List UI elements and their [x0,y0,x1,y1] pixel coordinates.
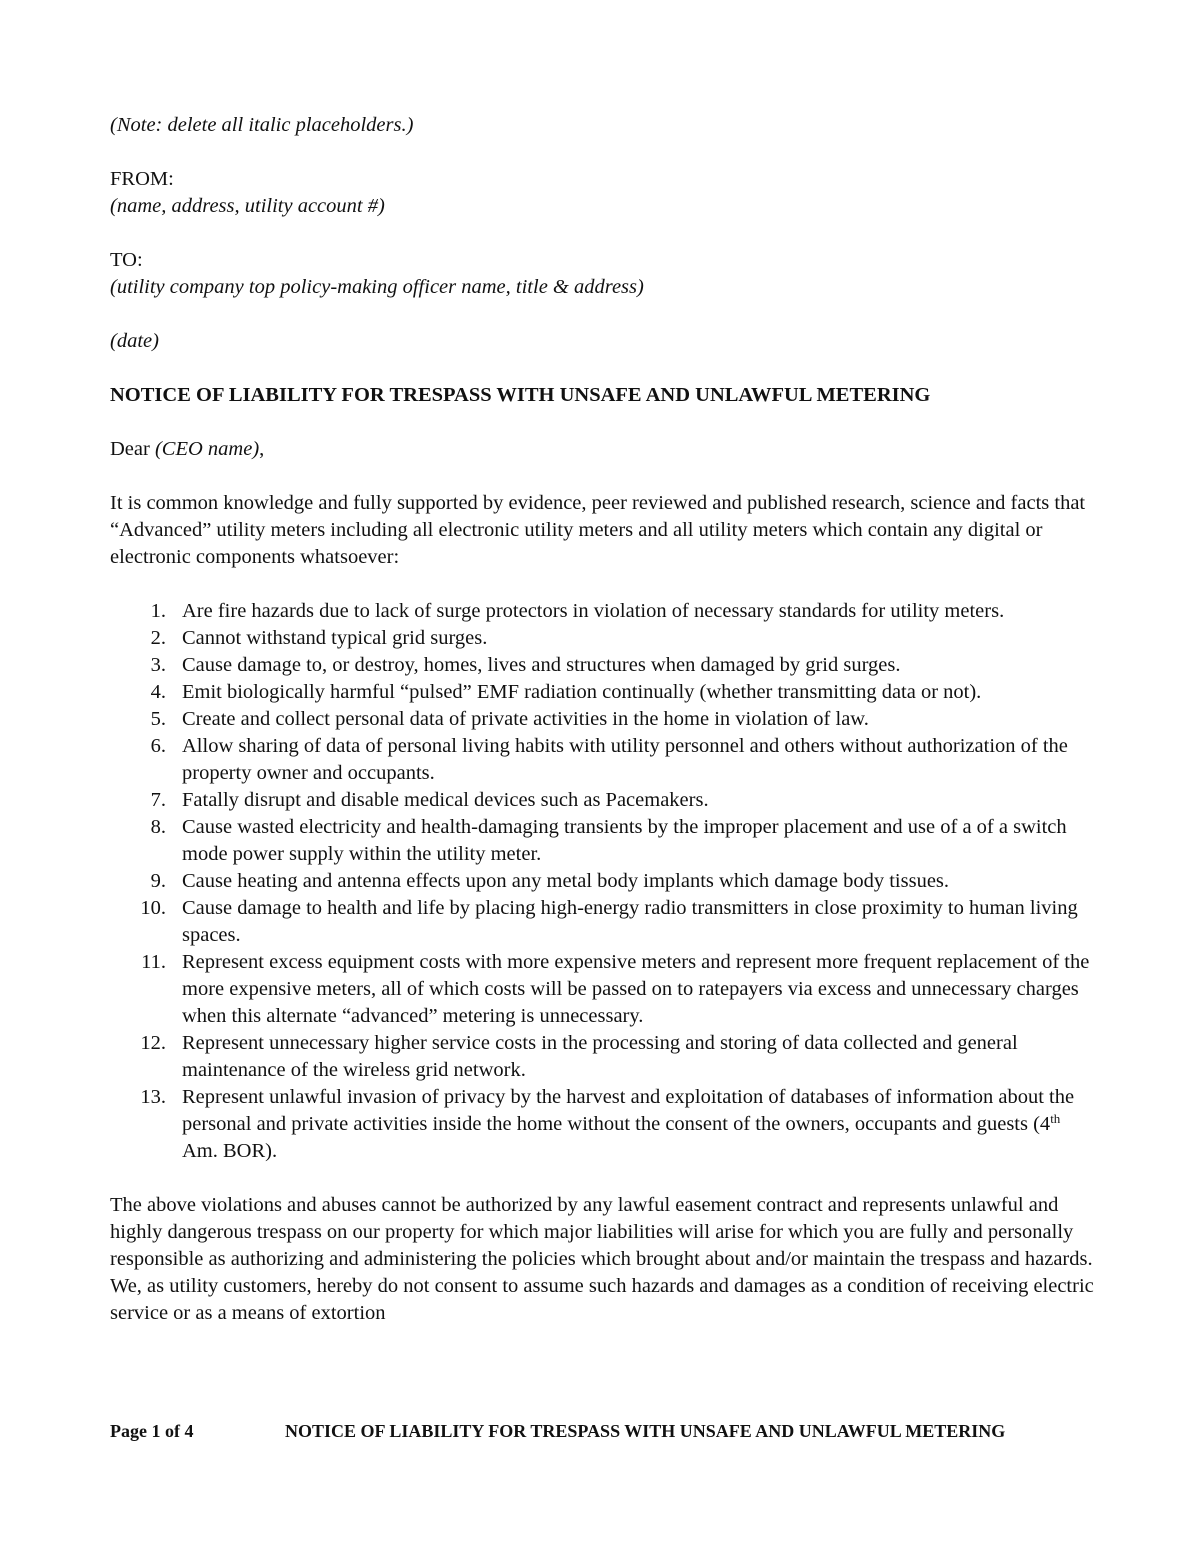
list-item [110,598,1095,625]
list-item-number: 8. [150,816,166,838]
list-item-text: Cause wasted electricity and health-damaging transients by the improper placement and use of a of a switch mode power supply within the utility meter. [182,816,1067,865]
list-item [110,652,1095,679]
list-item-text: Create and collect personal data of private activities in the home in violation of law. [182,708,869,730]
intro-paragraph: It is common knowledge and fully supported by evidence, peer reviewed and published research, science and facts that “Advanced” utility meters including all electronic utility meters and all utility meters which contain any digital or electronic components whatsoever: [110,492,1086,568]
list-item-number: 5. [150,708,166,730]
list-item-tail: Am. BOR). [182,1140,278,1162]
from-label: FROM: [110,168,174,190]
page-number: Page 1 of 4 [110,1421,194,1441]
list-item-number: 3. [150,654,166,676]
list-item-text: Represent unlawful invasion of privacy by the harvest and exploitation of databases of information about the personal and private activities inside the home without the consent of the owners, occupants and guests (4 [182,1086,1075,1135]
list-item-text: Cause damage to, or destroy, homes, lives and structures when damaged by grid surges. [182,654,901,676]
list-item-text: Allow sharing of data of personal living habits with utility personnel and others without authorization of the property owner and occupants. [182,735,1068,784]
salutation-prefix: Dear [110,438,155,460]
note-line: (Note: delete all italic placeholders.) [110,114,414,136]
list-item-text: Are fire hazards due to lack of surge protectors in violation of necessary standards for utility meters. [182,600,1005,622]
list-item-number: 13. [140,1086,166,1108]
document-body [110,112,1095,1327]
to-label: TO: [110,249,143,271]
list-item [110,868,1095,895]
list-item-number: 2. [150,627,166,649]
list-item-text: Cannot withstand typical grid surges. [182,627,488,649]
list-item-text: Represent excess equipment costs with more expensive meters and represent more frequent replacement of the more expensive meters, all of which costs will be passed on to ratepayers via excess and unnecessary charges when this alternate “advanced” metering is unnecessary. [182,951,1090,1027]
ordinal-superscript: th [1050,1111,1061,1126]
salutation [110,436,1095,463]
list-item [110,625,1095,652]
list-item [110,814,1095,868]
document-title: NOTICE OF LIABILITY FOR TRESPASS WITH UNSAFE AND UNLAWFUL METERING [110,384,931,406]
from-placeholder: (name, address, utility account #) [110,195,385,217]
list-item-number: 11. [141,951,166,973]
salutation-suffix: , [259,438,265,460]
salutation-name: (CEO name) [154,438,260,460]
list-item [110,787,1095,814]
closing-paragraph: The above violations and abuses cannot be authorized by any lawful easement contract and represents unlawful and highly dangerous trespass on our property for which major liabilities will arise for which you are fully and personally responsible as authorizing and administering the policies which brought about and/or maintain the trespass and hazards. We, as utility customers, hereby do not consent to assume such hazards and damages as a condition of receiving electric service or as a means of extortion [110,1194,1094,1324]
list-item [110,706,1095,733]
list-item [110,895,1095,949]
hazard-list [110,598,1095,1165]
footer-title: NOTICE OF LIABILITY FOR TRESPASS WITH UNSAFE AND UNLAWFUL METERING [285,1421,1006,1441]
list-item [110,949,1095,1030]
list-item [110,1030,1095,1084]
date-placeholder: (date) [110,330,159,352]
list-item-text: Cause damage to health and life by placing high-energy radio transmitters in close proximity to human living spaces. [182,897,1078,946]
list-item-text: Emit biologically harmful “pulsed” EMF radiation continually (whether transmitting data or not). [182,681,982,703]
list-item-number: 7. [150,789,166,811]
list-item [110,679,1095,706]
list-item-number: 10. [140,897,166,919]
list-item-text: Fatally disrupt and disable medical devices such as Pacemakers. [182,789,709,811]
list-item-number: 12. [140,1032,166,1054]
list-item [110,1084,1095,1165]
list-item-number: 9. [150,870,166,892]
list-item-number: 6. [150,735,166,757]
list-item [110,733,1095,787]
list-item-number: 4. [150,681,166,703]
to-placeholder: (utility company top policy-making officer name, title & address) [110,276,644,298]
list-item-text: Represent unnecessary higher service costs in the processing and storing of data collected and general maintenance of the wireless grid network. [182,1032,1018,1081]
list-item-number: 1. [150,600,166,622]
list-item-text: Cause heating and antenna effects upon any metal body implants which damage body tissues. [182,870,950,892]
